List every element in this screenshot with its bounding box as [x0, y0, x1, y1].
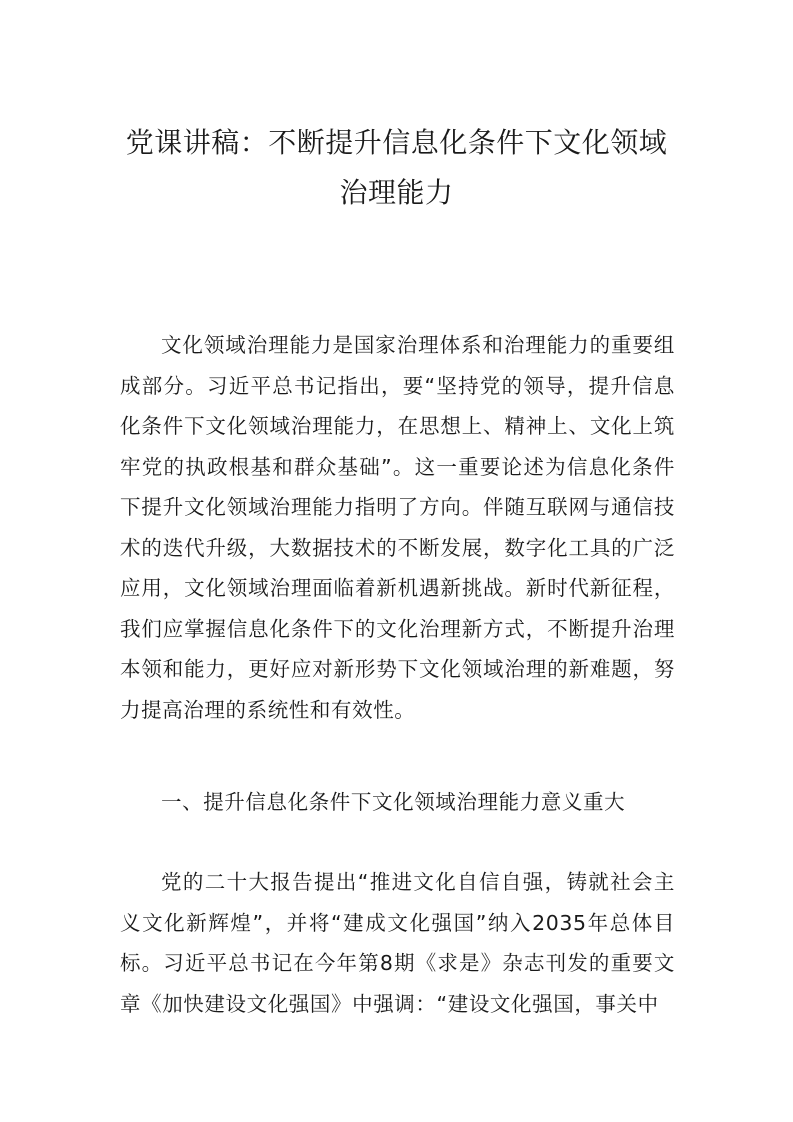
document-title-line-2: 治理能力	[339, 176, 454, 209]
body-paragraph: 党的二十大报告提出“推进文化自信自强，铸就社会主义文化新辉煌”，并将“建成文化强国”纳入2035年总体目标。习近平总书记在今年第8期《求是》杂志刊发的重要文章《加快建设文化强国》中强调：“建设文化强国，事关中	[120, 870, 675, 1016]
body-paragraph: 文化领域治理能力是国家治理体系和治理能力的重要组成部分。习近平总书记指出，要“坚持党的领导，提升信息化条件下文化领域治理能力，在思想上、精神上、文化上筑牢党的执政根基和群众基础”。这一重要论述为信息化条件下提升文化领域治理能力指明了方向。伴随互联网与通信技术的迭代升级，大数据技术的不断发展，数字化工具的广泛应用，文化领域治理面临着新机遇新挑战。新时代新征程，我们应掌握信息化条件下的文化治理新方式，不断提升治理本领和能力，更好应对新形势下文化领域治理的新难题，努力提高治理的系统性和有效性。	[120, 333, 675, 722]
section-heading: 一、提升信息化条件下文化领域治理能力意义重大	[161, 790, 626, 814]
document-title-line-1: 党课讲稿：不断提升信息化条件下文化领域	[125, 126, 668, 159]
